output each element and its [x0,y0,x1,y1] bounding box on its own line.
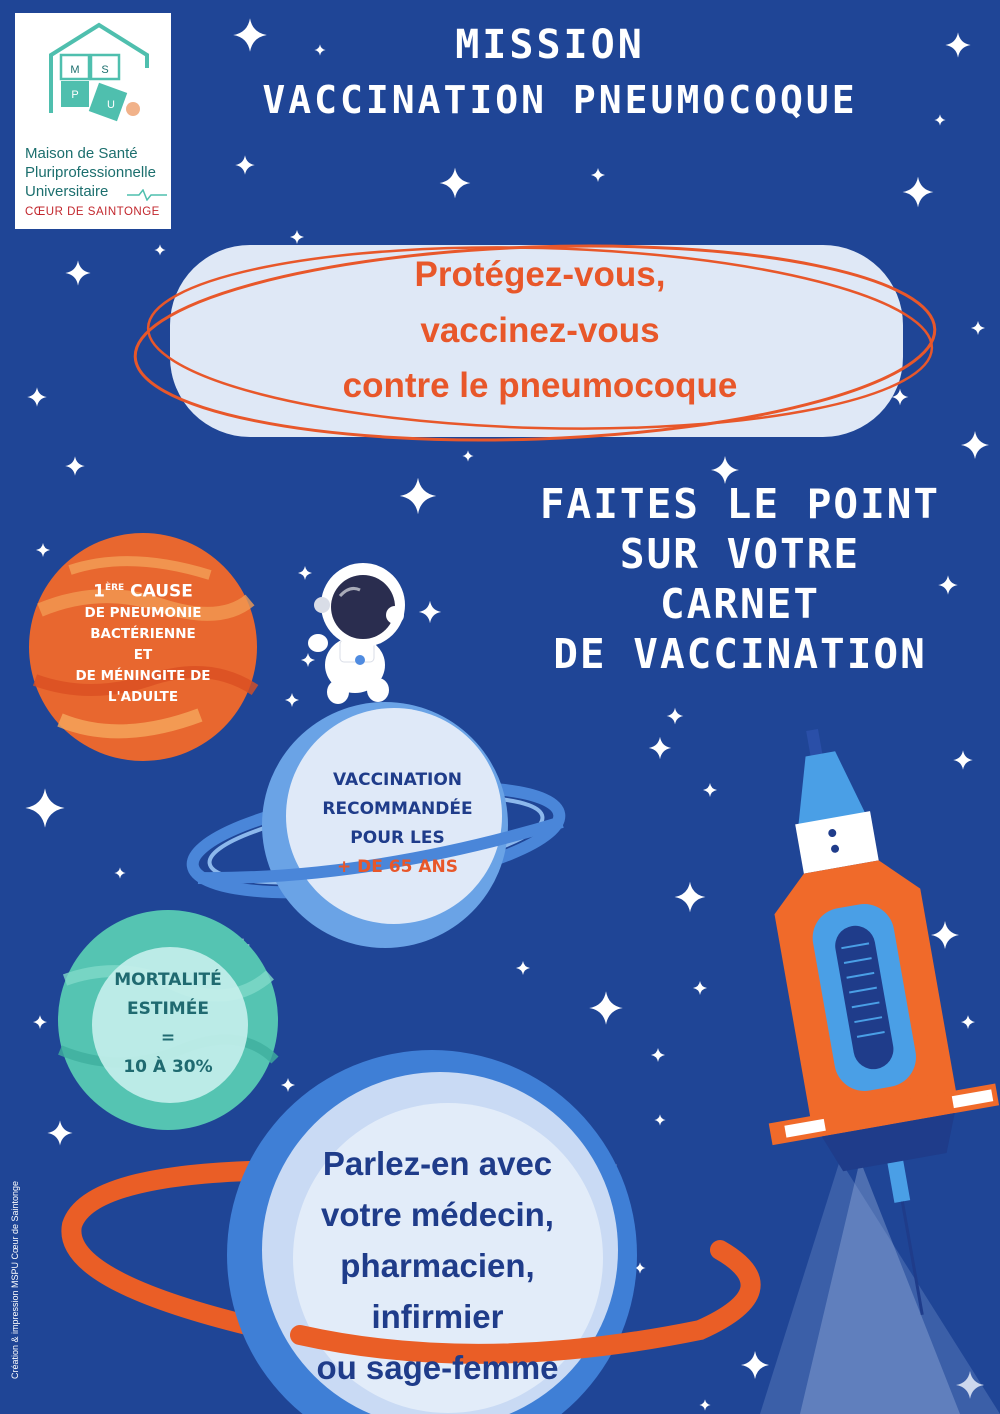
slogan-line-1: Protégez-vous, [414,255,666,294]
cause-line-6: L'ADULTE [107,688,179,705]
talk-line-5: ou sage-femme [316,1349,559,1386]
recommend-text [290,766,505,882]
logo-line-1: Maison de Santé [25,145,138,162]
cause-line-5: DE MÉNINGITE DE [75,667,211,684]
recommend-line-2: RECOMMANDÉE [322,799,473,819]
recommend-line-1: VACCINATION [332,770,463,790]
cta-line-1: FAITES LE POINT [539,480,941,528]
talk-line-1: Parlez-en avec [322,1145,553,1182]
logo-line-4: CŒUR DE SAINTONGE [25,206,160,218]
talk-line-4: infirmier [371,1298,504,1335]
cause-line-2: DE PNEUMONIE [84,604,202,621]
mortality-text [78,966,258,1082]
cause-line-4: ET [133,646,153,663]
astronaut-icon [308,563,405,704]
recommend-line-4: + DE 65 ANS [336,857,458,877]
title-line-2: VACCINATION PNEUMOCOQUE [262,78,858,122]
talk-line-2: votre médecin, [321,1196,554,1233]
svg-text:U: U [107,99,115,111]
talk-line-3: pharmacien, [340,1247,535,1284]
slogan-line-3: contre le pneumocoque [342,366,738,405]
credit-text: Création & impression MSPU Cœur de Saintonge [10,1180,20,1380]
talk-text [295,1138,580,1393]
mortality-line-1: MORTALITÉ [114,970,222,990]
recommend-line-3: POUR LES [350,828,445,848]
cause-line-3: BACTÉRIENNE [90,625,196,642]
cta-line-2: SUR VOTRE [619,530,861,578]
title-line-1: MISSION [455,22,645,68]
mortality-line-4: 10 À 30% [123,1057,213,1077]
svg-text:M: M [70,64,80,76]
logo-line-3: Universitaire [25,183,109,200]
svg-text:P: P [71,89,79,101]
mortality-line-2: ESTIMÉE [127,999,209,1019]
cta-line-4: DE VACCINATION [553,630,927,678]
cta-line-3: CARNET [659,580,821,628]
cause-line-1: 1ÈRE CAUSE [93,581,193,602]
mortality-line-3: = [160,1028,176,1048]
slogan-line-2: vaccinez-vous [420,311,660,350]
logo-line-2: Pluriprofessionnelle [25,164,156,181]
cause-text [48,578,238,708]
svg-text:S: S [101,64,109,76]
